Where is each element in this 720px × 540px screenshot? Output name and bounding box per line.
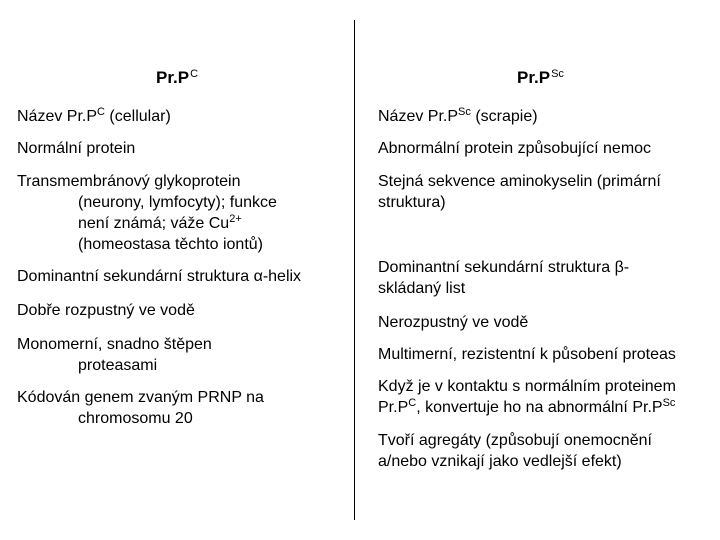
left-item-gene-l1: Kódován genem zvaným PRNP na <box>17 389 264 406</box>
right-item-name-a: Název Pr.P <box>378 108 459 125</box>
left-item-transmembrane-l3sup: 2+ <box>229 213 242 225</box>
left-item-transmembrane-l2: (neurony, lymfocyty); funkce <box>78 194 277 211</box>
heading-prpsc-text: Pr.P <box>517 68 551 87</box>
left-item-name-sup: C <box>97 106 105 118</box>
right-item-contact-l2 <box>378 397 676 418</box>
right-item-beta-l1: Dominantní sekundární struktura β- <box>378 259 630 276</box>
right-item-contact-l2sup1: C <box>408 397 417 409</box>
right-item-name-b: (scrapie) <box>470 108 538 125</box>
right-item-sequence-l2: struktura) <box>378 194 446 211</box>
right-item-aggregates-l2: a/nebo vznikají jako vedlejší efekt) <box>378 453 622 470</box>
right-item-contact-l2sup2: Sc <box>662 397 676 409</box>
left-item-normal: Normální protein <box>17 140 136 157</box>
left-item-name-b: (cellular) <box>104 108 171 125</box>
right-item-contact-l2b: , konvertuje ho na abnormální Pr.P <box>416 399 663 416</box>
right-item-aggregates <box>378 430 652 472</box>
right-item-insoluble: Nerozpustný ve vodě <box>378 314 529 331</box>
heading-prpc-sup: C <box>190 68 199 80</box>
left-item-gene <box>17 387 264 429</box>
left-item-transmembrane-l3 <box>17 213 277 234</box>
left-item-monomer-l2: proteasami <box>78 357 158 374</box>
heading-prpc <box>156 68 198 88</box>
right-item-contact-l2a: Pr.P <box>378 399 409 416</box>
right-item-sequence-l1: Stejná sekvence aminokyselin (primární <box>378 173 661 190</box>
left-item-name-a: Název Pr.P <box>17 108 98 125</box>
left-item-transmembrane-l4: (homeostasa těchto iontů) <box>78 236 263 253</box>
right-item-contact-l1: Když je v kontaktu s normálním proteinem <box>378 378 676 395</box>
left-item-monomer-l1: Monomerní, snadno štěpen <box>17 336 212 353</box>
left-item-gene-l2: chromosomu 20 <box>78 410 193 427</box>
left-item-transmembrane-l3a: není známá; váže Cu <box>78 215 230 232</box>
right-item-multimer: Multimerní, rezistentní k působení proteas <box>378 346 676 363</box>
left-item-transmembrane-l1: Transmembránový glykoprotein <box>17 173 241 190</box>
left-item-monomer <box>17 334 212 376</box>
heading-prpsc-sup: Sc <box>551 68 564 80</box>
left-item-name <box>17 106 171 127</box>
right-item-name <box>378 106 538 127</box>
right-item-name-sup: Sc <box>458 106 471 118</box>
right-item-aggregates-l1: Tvoří agregáty (způsobují onemocnění <box>378 432 652 449</box>
left-item-transmembrane <box>17 171 277 255</box>
right-item-beta-l2: skládaný list <box>378 280 466 297</box>
right-item-abnormal: Abnormální protein způsobující nemoc <box>378 140 652 157</box>
right-item-beta <box>378 257 629 299</box>
right-item-sequence <box>378 171 661 213</box>
heading-prpsc <box>517 68 564 88</box>
column-divider <box>354 20 355 520</box>
left-item-soluble: Dobře rozpustný ve vodě <box>17 302 195 319</box>
left-item-helix: Dominantní sekundární struktura α-helix <box>17 268 302 285</box>
heading-prpc-text: Pr.P <box>156 68 190 87</box>
right-item-contact <box>378 376 676 418</box>
